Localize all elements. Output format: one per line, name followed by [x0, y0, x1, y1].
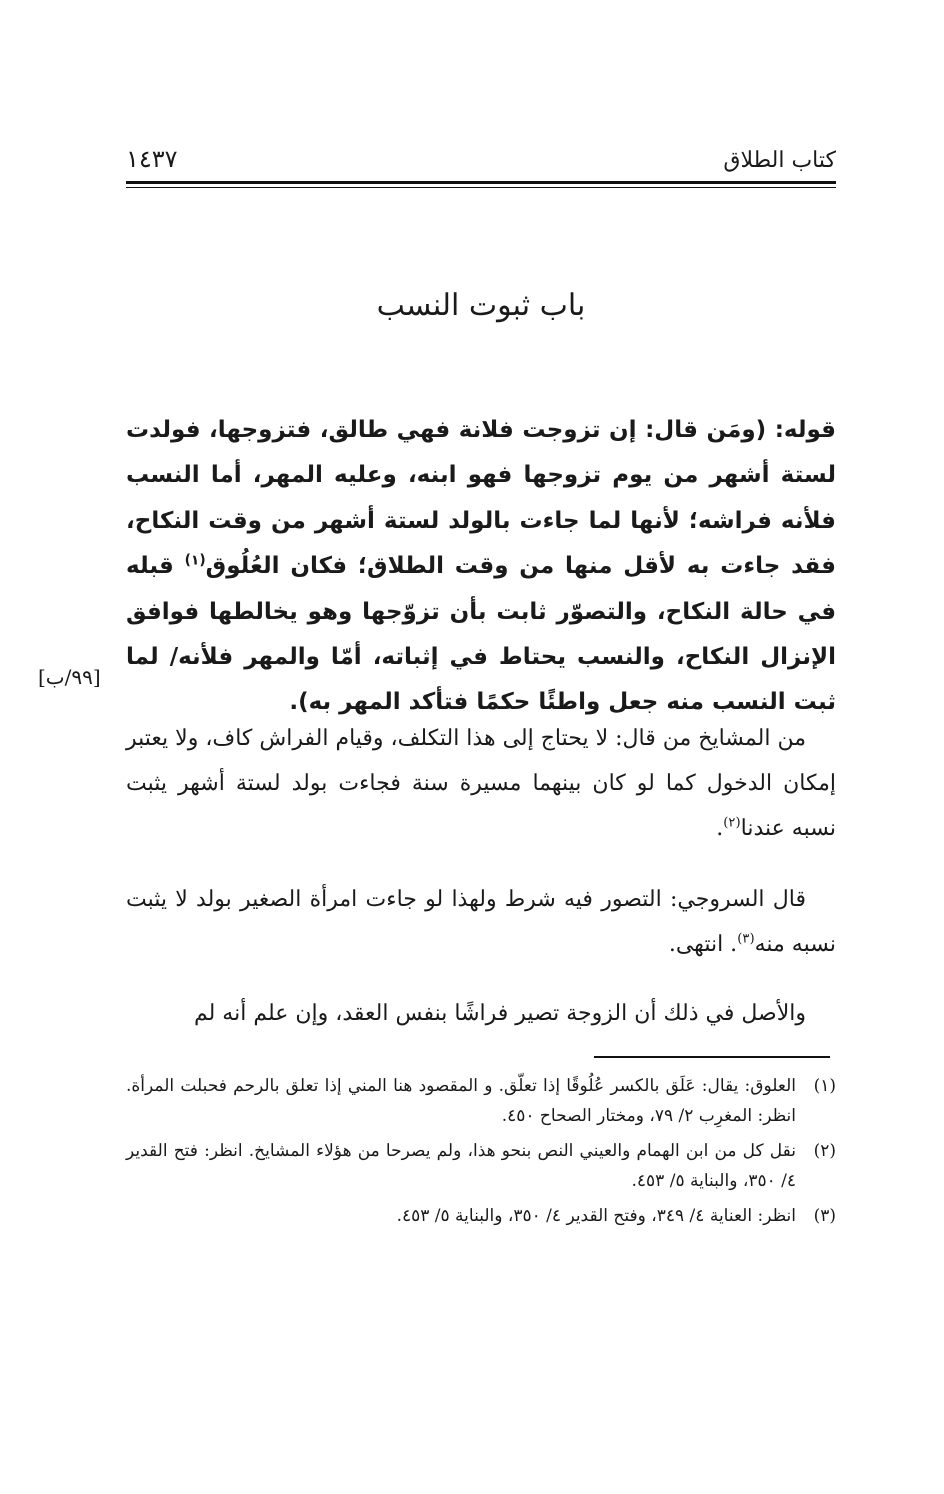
footnote-separator — [594, 1056, 830, 1058]
footnote-text: انظر: العناية ٤/ ٣٤٩، وفتح القدير ٤/ ٣٥٠، والبناية ٥/ ٤٥٣. — [396, 1206, 796, 1226]
header-title: كتاب الطلاق — [723, 148, 836, 173]
paragraph-2-text: قال السروجي: التصور فيه شرط ولهذا لو جاءت امرأة الصغير بولد لا يثبت نسبه منه — [126, 887, 836, 957]
quoted-text-part2: قبله في حالة النكاح، والتصوّر ثابت بأن تزوّجها وهو يخالطها فوافق الإنزال النكاح، والنسب يحتاط في إثباته، أمّا والمهر فلأنه/ لما ثبت النسب منه جعل واطئًا حكمًا فتأكد المهر به). — [126, 553, 836, 716]
footnote-number: (٣) — [813, 1206, 836, 1226]
paragraph-1-end: . — [716, 816, 724, 841]
footnote-number: (٢) — [813, 1141, 836, 1161]
footnote-ref-3: (٣) — [737, 931, 755, 947]
margin-note: [٩٩/ب] — [38, 665, 101, 689]
page-number: ١٤٣٧ — [126, 145, 178, 173]
footnote-text: العلوق: يقال: عَلَق بالكسر عُلُوقًا إذا تعلّق. و المقصود هنا المني إذا تعلق بالرحم فحبلت المرأة. انظر: المغرِب ٢/ ٧٩، ومختار الصحاح ٤٥٠. — [126, 1076, 796, 1126]
header-rule-thin — [126, 187, 836, 188]
paragraph-2-end: . انتهى. — [668, 932, 738, 957]
paragraph-1-text: من المشايخ من قال: لا يحتاج إلى هذا التكلف، وقيام الفراش كاف، ولا يعتبر إمكان الدخول كما لو كان بينهما مسيرة سنة فجاءت بولد لستة أشهر يثبت نسبه عندنا — [126, 726, 836, 841]
footnote-3 — [126, 1202, 836, 1232]
footnote-1 — [126, 1072, 836, 1131]
footnote-number: (١) — [813, 1076, 836, 1096]
paragraph-1 — [126, 716, 836, 851]
header-rule-thick — [126, 181, 836, 184]
paragraph-3 — [126, 991, 836, 1036]
paragraph-2 — [126, 877, 836, 967]
footnotes — [126, 1072, 836, 1238]
footnote-ref-1: (١) — [184, 552, 206, 569]
chapter-title: باب ثبوت النسب — [376, 288, 586, 323]
footnote-ref-2: (٢) — [723, 815, 741, 831]
quoted-text — [126, 408, 836, 726]
footnote-2 — [126, 1137, 836, 1196]
quoted-text-part1: قوله: (ومَن قال: إن تزوجت فلانة فهي طالق، فتزوجها، فولدت لستة أشهر من يوم تزوجها فهو ابنه، وعليه المهر، أما النسب فلأنه فراشه؛ لأنها لما جاءت بالولد لستة أشهر من وقت النكاح، فقد جاءت به لأقل منها من وقت الطلاق؛ فكان العُلُوق — [126, 417, 836, 580]
running-header — [126, 142, 836, 182]
paragraph-3-text: والأصل في ذلك أن الزوجة تصير فراشًا بنفس العقد، وإن علم أنه لم — [193, 1001, 806, 1026]
footnote-text: نقل كل من ابن الهمام والعيني النص بنحو هذا، ولم يصرحا من هؤلاء المشايخ. انظر: فتح القدير ٤/ ٣٥٠، والبناية ٥/ ٤٥٣. — [126, 1141, 796, 1191]
